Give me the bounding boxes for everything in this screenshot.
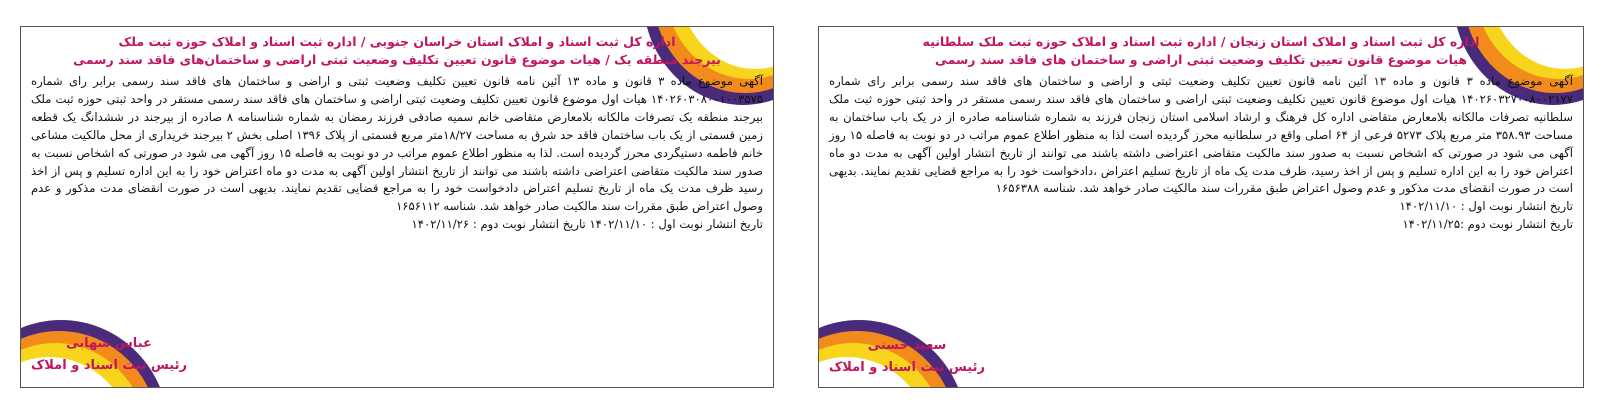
heading-line-1: اداره کل ثبت اسناد و املاک استان خراسان جنوبی / اداره ثبت اسناد و املاک حوزه ثبت ملک bbox=[118, 34, 676, 49]
notice-heading bbox=[829, 33, 1573, 69]
notice-zanjan bbox=[818, 26, 1584, 388]
heading-line-2: هیات موضوع قانون تعیین تکلیف وضعیت ثبتی اراضی و ساختمان های فاقد سند رسمی bbox=[934, 52, 1468, 67]
publication-date-second: تاریخ انتشار نوبت دوم :۱۴۰۲/۱۱/۲۵ bbox=[1402, 217, 1573, 232]
notice-content bbox=[31, 33, 763, 381]
notice-body: آگهی موضوع ماده ۳ قانون و ماده ۱۳ آئین نامه قانون تعیین تکلیف وضعیت ثبتی و اراضی و ساختمان های فاقد سند رسمی برابر رای شماره ۱۴۰۲۶۰۳۲۷۰۰۸۰۰۲۱۷۷ هیات اول موضوع قانون تعیین تکلیف وضعیت ثبتی اراضی و ساختمان های فاقد سند رسمی مستقر در واحد ثبتی حوزه ثبت ملک سلطانیه تصرفات مالکانه بلامعارض متقاضی اداره کل فرهنگ و ارشاد اسلامی استان زنجان فرزند به شماره شناسنامه صادره از در یک باب ساختمان به مساحت ۳۵۸.۹۳ متر مربع پلاک ۵۲۷۳ فرعی از ۶۴ اصلی واقع در سلطانیه محرز گردیده است لذا به منظور اطلاع عموم مراتب در دو نوبت به فاصله ۱۵ روز آگهی می شود در صورتی که اشخاص نسبت به صدور سند مالکیت متقاضی اعتراضی داشته باشند می توانند از تاریخ انتشار اولین آگهی به مدت دو ماه اعتراض خود را به این اداره تسلیم و پس از اخذ رسید، ظرف مدت یک ماه از تاریخ تسلیم اعتراض ،دادخواست خود را به مراجع قضایی تقدیم نمایند. بدیهی است در صورت انقضای مدت مذکور و عدم وصول اعتراض طبق مقررات سند مالکیت صادر خواهد شد. شناسه ۱۶۵۶۳۸۸ bbox=[829, 74, 1574, 196]
publication-dates: تاریخ انتشار نوبت اول : ۱۴۰۲/۱۱/۱۰ تاریخ انتشار نوبت دوم : ۱۴۰۲/۱۱/۲۶ bbox=[411, 217, 763, 232]
notice-body: آگهی موضوع ماده ۳ قانون و ماده ۱۳ آئین نامه قانون تعیین تکلیف وضعیت ثبتی و اراضی و ساختمان های فاقد سند رسمی برابر رای شماره ۱۴۰۲۶۰۳۰۸۰۰۱۰۰۳۵۷۵ هیات اول موضوع قانون تعیین تکلیف وضعیت ثبتی اراضی و ساختمان های فاقد سند رسمی مستقر در واحد ثبتی حوزه ثبت ملک بیرجند منطقه یک تصرفات مالکانه بلامعارض متقاضی خانم سمیه صادقی فرزند رمضان به شماره شناسنامه ۸ صادره از بیرجند در ششدانگ یک قطعه زمین قسمتی از یک باب ساختمان فاقد حد شرق به مساحت ۱۸/۲۷متر مربع قسمتی از پلاک ۱۳۹۶ اصلی بخش ۲ بیرجند خریداری از محل مالکیت مشاعی خانم فاطمه دستیگردی محرز گردیده است. لذا به منظور اطلاع عموم مراتب در دو نوبت به فاصله ۱۵ روز آگهی می شود در صورتی که اشخاص نسبت به صدور سند مالکیت متقاضی اعتراضی داشته باشند می توانند از تاریخ انتشار اولین آگهی به مدت دو ماه اعتراض خود را به این اداره تسلیم و پس از اخذ رسید ظرف مدت یک ماه از تاریخ تسلیم اعتراض دادخواست خود را به مراجع قضایی تقدیم نمایند. بدیهی است در صورت انقضای مدت مذکور و عدم وصول اعتراض طبق مقررات سند مالکیت صادر خواهد شد. شناسه ۱۶۵۶۱۱۲ bbox=[31, 74, 763, 214]
signer-title: رئیس ثبت اسناد و املاک bbox=[829, 360, 985, 375]
signature-block bbox=[31, 333, 187, 377]
signature-block bbox=[829, 335, 985, 379]
publication-date-first: تاریخ انتشار نوبت اول : ۱۴۰۲/۱۱/۱۰ bbox=[1399, 199, 1573, 214]
signer-name: سعید حسنی bbox=[867, 338, 947, 353]
signer-name: عباس شهابی bbox=[66, 336, 152, 351]
notice-south-khorasan bbox=[20, 26, 774, 388]
heading-line-1: اداره کل ثبت اسناد و املاک استان زنجان / اداره ثبت اسناد و املاک حوزه ثبت ملک سلطانیه bbox=[922, 34, 1480, 49]
signer-title: رئیس ثبت اسناد و املاک bbox=[31, 358, 187, 373]
notice-heading bbox=[31, 33, 763, 69]
heading-line-2: بیرجند منطقه یک / هیات موضوع قانون تعیین تکلیف وضعیت ثبتی اراضی و ساختمان‌های فاقد سند رسمی bbox=[73, 52, 721, 67]
notice-content bbox=[829, 33, 1573, 381]
